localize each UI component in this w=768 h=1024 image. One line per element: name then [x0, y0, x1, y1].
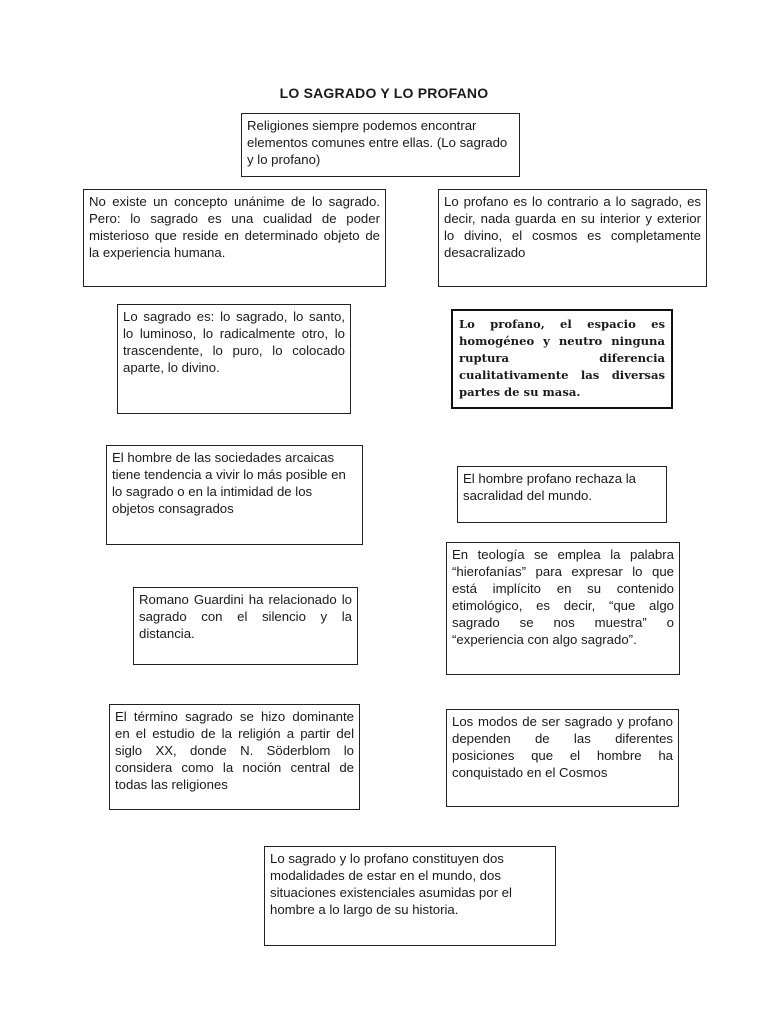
termino-box: El término sagrado se hizo dominante en el estudio de la religión a partir del siglo XX, donde N. Söderblom lo considera como la noción central de todas las religiones: [109, 704, 360, 810]
sagrado-es-box: Lo sagrado es: lo sagrado, lo santo, lo luminoso, lo radicalmente otro, lo trascendente, lo puro, lo colocado aparte, lo divino.: [117, 304, 351, 414]
hombre-profano-box: El hombre profano rechaza la sacralidad del mundo.: [457, 466, 667, 523]
hombre-arcaico-box: El hombre de las sociedades arcaicas tiene tendencia a vivir lo más posible en lo sagrado o en la intimidad de los objetos consagrados: [106, 445, 363, 545]
teologia-box: En teología se emplea la palabra “hierofanías” para expresar lo que está implícito en su contenido etimológico, es decir, “que algo sagrado se nos muestra” o “experiencia con algo sagrado”.: [446, 542, 680, 675]
profano-concept-box: Lo profano es lo contrario a lo sagrado, es decir, nada guarda en su interior y exterior lo divino, el cosmos es completamente desacralizado: [438, 189, 707, 287]
page-title: LO SAGRADO Y LO PROFANO: [279, 85, 489, 101]
guardini-box: Romano Guardini ha relacionado lo sagrado con el silencio y la distancia.: [133, 587, 358, 665]
intro-box: Religiones siempre podemos encontrar elementos comunes entre ellas. (Lo sagrado y lo profano): [241, 113, 520, 177]
conclusion-box: Lo sagrado y lo profano constituyen dos modalidades de estar en el mundo, dos situaciones existenciales asumidas por el hombre a lo largo de su historia.: [264, 846, 556, 946]
modos-box: Los modos de ser sagrado y profano dependen de las diferentes posiciones que el hombre ha conquistado en el Cosmos: [446, 709, 679, 807]
espacio-profano-box: Lo profano, el espacio es homogéneo y neutro ninguna ruptura diferencia cualitativamente las diversas partes de su masa.: [451, 309, 673, 409]
sagrado-concept-box: No existe un concepto unánime de lo sagrado. Pero: lo sagrado es una cualidad de poder misterioso que reside en determinado objeto de la experiencia humana.: [83, 189, 386, 287]
